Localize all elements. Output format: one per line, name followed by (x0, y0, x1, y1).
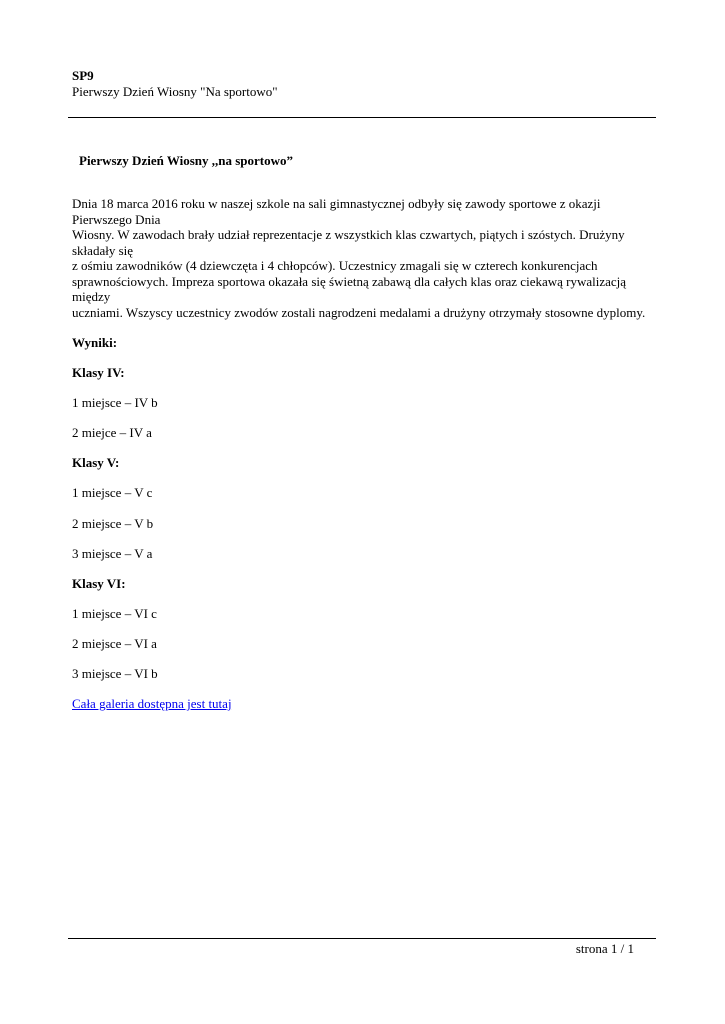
site-name: SP9 (72, 68, 94, 83)
article-intro (72, 196, 660, 320)
result-iv-2: 2 miejce – IV a (72, 425, 152, 441)
article-title: Pierwszy Dzień Wiosny ,,na sportowo” (79, 153, 294, 168)
footer-divider (68, 938, 656, 939)
group-heading-v: Klasy V: (72, 455, 120, 471)
intro-line-3: z ośmiu zawodników (4 dziewczęta i 4 chłopców). Uczestnicy zmagali się w czterech konkurencjach (72, 258, 598, 273)
gallery-link[interactable]: Cała galeria dostępna jest tutaj (72, 696, 232, 712)
results-heading: Wyniki: (72, 335, 118, 350)
result-vi-2: 2 miejsce – VI a (72, 635, 157, 651)
header-divider (68, 117, 656, 118)
intro-line-4: sprawnościowych. Impreza sportowa okazała się świetną zabawą dla całych klas oraz ciekawą rywalizacją między (72, 273, 627, 304)
page-number: strona 1 / 1 (575, 941, 634, 956)
intro-line-2: Wiosny. W zawodach brały udział reprezentacje z wszystkich klas czwartych, piątych i szóstych. Drużyny składały się (72, 227, 625, 258)
intro-line-1: Dnia 18 marca 2016 roku w naszej szkole na sali gimnastycznej odbyły się zawody sportowe z okazji Pierwszego Dnia (72, 196, 601, 227)
gallery-paragraph (72, 696, 660, 712)
site-subtitle: Pierwszy Dzień Wiosny "Na sportowo" (72, 84, 278, 99)
result-vi-3: 3 miejsce – VI b (72, 666, 158, 682)
intro-line-5: uczniami. Wszyscy uczestnicy zwodów zostali nagrodzeni medalami a drużyny otrzymały stosowne dyplomy. (72, 304, 646, 320)
article-body (72, 196, 660, 726)
group-heading-vi: Klasy VI: (72, 575, 126, 591)
result-v-3: 3 miejsce – V a (72, 545, 153, 561)
result-iv-1: 1 miejsce – IV b (72, 395, 158, 411)
result-v-2: 2 miejsce – V b (72, 515, 154, 531)
result-vi-1: 1 miejsce – VI c (72, 605, 157, 621)
result-v-1: 1 miejsce – V c (72, 485, 153, 501)
group-heading-iv: Klasy IV: (72, 365, 125, 381)
